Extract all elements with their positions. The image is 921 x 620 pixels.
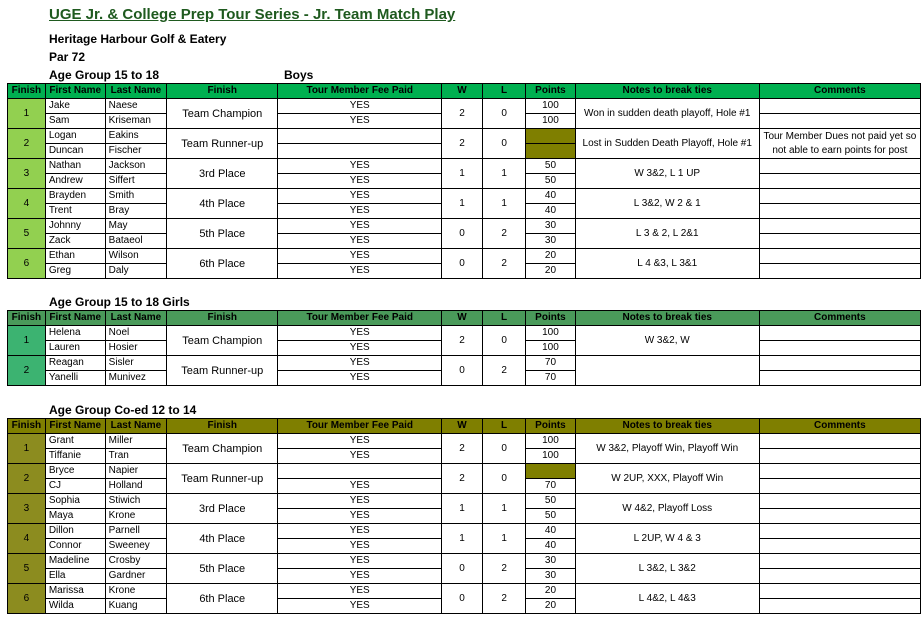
fee-paid: YES: [278, 599, 442, 614]
wins: 1: [442, 524, 483, 554]
finish-result: Team Runner-up: [167, 129, 278, 159]
first-name: Logan: [45, 129, 105, 144]
first-name: Ella: [45, 569, 105, 584]
column-header: Notes to break ties: [575, 311, 759, 326]
last-name: Kuang: [105, 599, 167, 614]
points: 70: [526, 371, 576, 386]
fee-paid: YES: [278, 371, 442, 386]
last-name: Smith: [105, 189, 167, 204]
first-name: Trent: [45, 204, 105, 219]
fee-paid: YES: [278, 584, 442, 599]
points: [526, 464, 576, 479]
tie-break-notes: Lost in Sudden Death Playoff, Hole #1: [575, 129, 759, 159]
comment: [759, 356, 920, 371]
first-name: Helena: [45, 326, 105, 341]
first-name: Tiffanie: [45, 449, 105, 464]
table-header-row: [8, 419, 921, 434]
wins: 1: [442, 159, 483, 189]
table-row: [8, 159, 921, 174]
first-name: Bryce: [45, 464, 105, 479]
last-name: Stiwich: [105, 494, 167, 509]
first-name: Connor: [45, 539, 105, 554]
first-name: Madeline: [45, 554, 105, 569]
par-label: Par 72: [49, 50, 86, 64]
last-name: Holland: [105, 479, 167, 494]
fee-paid: YES: [278, 326, 442, 341]
table-row: [8, 584, 921, 599]
points: 20: [526, 599, 576, 614]
wins: 2: [442, 434, 483, 464]
column-header: Finish: [167, 419, 278, 434]
finish-rank: 5: [8, 554, 46, 584]
column-header: First Name: [45, 419, 105, 434]
last-name: Jackson: [105, 159, 167, 174]
first-name: Nathan: [45, 159, 105, 174]
column-header: Finish: [167, 311, 278, 326]
wins: 0: [442, 584, 483, 614]
first-name: Sophia: [45, 494, 105, 509]
finish-rank: 1: [8, 434, 46, 464]
age-group-label: [49, 403, 196, 417]
finish-result: 3rd Place: [167, 159, 278, 189]
table-row: [8, 524, 921, 539]
last-name: Napier: [105, 464, 167, 479]
page-title: UGE Jr. & College Prep Tour Series - Jr. Team Match Play: [49, 6, 456, 23]
column-header: Comments: [759, 311, 920, 326]
fee-paid: YES: [278, 204, 442, 219]
comment: [759, 584, 920, 599]
first-name: Jake: [45, 99, 105, 114]
points: 20: [526, 584, 576, 599]
column-header: Comments: [759, 419, 920, 434]
comment: [759, 326, 920, 341]
tie-break-notes: L 3 & 2, L 2&1: [575, 219, 759, 249]
last-name: Tran: [105, 449, 167, 464]
first-name: Ethan: [45, 249, 105, 264]
losses: 1: [482, 494, 525, 524]
wins: 0: [442, 554, 483, 584]
comment: [759, 539, 920, 554]
finish-rank: 3: [8, 159, 46, 189]
column-header: Points: [526, 419, 576, 434]
table-row: [8, 189, 921, 204]
column-header: First Name: [45, 84, 105, 99]
column-header: Finish: [8, 311, 46, 326]
tie-break-notes: L 3&2, W 2 & 1: [575, 189, 759, 219]
fee-paid: YES: [278, 494, 442, 509]
wins: 0: [442, 356, 483, 386]
finish-rank: 5: [8, 219, 46, 249]
fee-paid: YES: [278, 189, 442, 204]
division-label: Boys: [284, 68, 314, 82]
table-row: [8, 554, 921, 569]
column-header: W: [442, 311, 483, 326]
comment: [759, 599, 920, 614]
finish-rank: 2: [8, 464, 46, 494]
fee-paid: YES: [278, 264, 442, 279]
last-name: Naese: [105, 99, 167, 114]
comment: [759, 204, 920, 219]
column-header: Last Name: [105, 84, 167, 99]
last-name: Daly: [105, 264, 167, 279]
comment: [759, 189, 920, 204]
last-name: Kriseman: [105, 114, 167, 129]
tie-break-notes: W 3&2, Playoff Win, Playoff Win: [575, 434, 759, 464]
table-row: [8, 356, 921, 371]
wins: 0: [442, 249, 483, 279]
losses: 1: [482, 189, 525, 219]
tie-break-notes: W 2UP, XXX, Playoff Win: [575, 464, 759, 494]
column-header: L: [482, 311, 525, 326]
fee-paid: YES: [278, 249, 442, 264]
losses: 0: [482, 464, 525, 494]
column-header: L: [482, 419, 525, 434]
column-header: Notes to break ties: [575, 419, 759, 434]
fee-paid: YES: [278, 341, 442, 356]
fee-paid: YES: [278, 219, 442, 234]
venue-name: Heritage Harbour Golf & Eatery: [49, 32, 227, 46]
fee-paid: YES: [278, 479, 442, 494]
losses: 0: [482, 99, 525, 129]
wins: 1: [442, 494, 483, 524]
age-group-label: [49, 68, 314, 82]
table-row: [8, 464, 921, 479]
column-header: Tour Member Fee Paid: [278, 311, 442, 326]
last-name: Krone: [105, 509, 167, 524]
last-name: Krone: [105, 584, 167, 599]
fee-paid: YES: [278, 174, 442, 189]
comment: [759, 99, 920, 114]
tie-break-notes: L 4 &3, L 3&1: [575, 249, 759, 279]
comment: [759, 509, 920, 524]
finish-result: Team Runner-up: [167, 356, 278, 386]
fee-paid: YES: [278, 234, 442, 249]
wins: 2: [442, 129, 483, 159]
points: [526, 144, 576, 159]
fee-paid: [278, 144, 442, 159]
column-header: Finish: [8, 419, 46, 434]
comment: [759, 219, 920, 234]
points: 20: [526, 264, 576, 279]
first-name: Reagan: [45, 356, 105, 371]
fee-paid: [278, 464, 442, 479]
age-group-title: Age Group Co-ed 12 to 14: [49, 403, 197, 417]
finish-result: 6th Place: [167, 249, 278, 279]
finish-result: 4th Place: [167, 524, 278, 554]
column-header: L: [482, 84, 525, 99]
last-name: Siffert: [105, 174, 167, 189]
wins: 2: [442, 326, 483, 356]
age-group-title: Age Group 15 to 18: [49, 68, 160, 82]
column-header: Finish: [8, 84, 46, 99]
last-name: Eakins: [105, 129, 167, 144]
first-name: CJ: [45, 479, 105, 494]
fee-paid: YES: [278, 434, 442, 449]
column-header: Tour Member Fee Paid: [278, 419, 442, 434]
wins: 1: [442, 189, 483, 219]
tie-break-notes: [575, 356, 759, 386]
comment: [759, 464, 920, 479]
comment: Tour Member Dues not paid yet so not able to earn points for post: [759, 129, 920, 159]
fee-paid: [278, 129, 442, 144]
finish-rank: 2: [8, 356, 46, 386]
losses: 2: [482, 219, 525, 249]
finish-rank: 1: [8, 326, 46, 356]
points: 20: [526, 249, 576, 264]
losses: 0: [482, 326, 525, 356]
finish-rank: 3: [8, 494, 46, 524]
points: 100: [526, 434, 576, 449]
finish-rank: 4: [8, 524, 46, 554]
finish-rank: 2: [8, 129, 46, 159]
fee-paid: YES: [278, 524, 442, 539]
comment: [759, 174, 920, 189]
points: 50: [526, 174, 576, 189]
first-name: Grant: [45, 434, 105, 449]
last-name: Parnell: [105, 524, 167, 539]
comment: [759, 264, 920, 279]
finish-rank: 6: [8, 249, 46, 279]
points: 30: [526, 219, 576, 234]
table-row: [8, 219, 921, 234]
first-name: Andrew: [45, 174, 105, 189]
comment: [759, 449, 920, 464]
column-header: Finish: [167, 84, 278, 99]
column-header: W: [442, 84, 483, 99]
points: 100: [526, 114, 576, 129]
losses: 1: [482, 524, 525, 554]
losses: 0: [482, 434, 525, 464]
finish-rank: 6: [8, 584, 46, 614]
points: 40: [526, 539, 576, 554]
points: 30: [526, 554, 576, 569]
finish-result: 6th Place: [167, 584, 278, 614]
table-row: [8, 434, 921, 449]
fee-paid: YES: [278, 449, 442, 464]
last-name: Gardner: [105, 569, 167, 584]
points: 50: [526, 494, 576, 509]
last-name: Wilson: [105, 249, 167, 264]
tie-break-notes: L 4&2, L 4&3: [575, 584, 759, 614]
fee-paid: YES: [278, 99, 442, 114]
first-name: Marissa: [45, 584, 105, 599]
points: [526, 129, 576, 144]
finish-result: 5th Place: [167, 219, 278, 249]
losses: 2: [482, 584, 525, 614]
points: 100: [526, 326, 576, 341]
fee-paid: YES: [278, 539, 442, 554]
column-header: Last Name: [105, 311, 167, 326]
comment: [759, 479, 920, 494]
losses: 1: [482, 159, 525, 189]
last-name: Hosier: [105, 341, 167, 356]
comment: [759, 341, 920, 356]
tie-break-notes: W 4&2, Playoff Loss: [575, 494, 759, 524]
points: 100: [526, 449, 576, 464]
column-header: First Name: [45, 311, 105, 326]
points: 40: [526, 524, 576, 539]
first-name: Sam: [45, 114, 105, 129]
results-table: [7, 83, 921, 279]
finish-result: Team Champion: [167, 326, 278, 356]
comment: [759, 524, 920, 539]
table-header-row: [8, 84, 921, 99]
points: 70: [526, 479, 576, 494]
comment: [759, 554, 920, 569]
table-row: [8, 129, 921, 144]
table-row: [8, 494, 921, 509]
comment: [759, 159, 920, 174]
tie-break-notes: L 2UP, W 4 & 3: [575, 524, 759, 554]
last-name: May: [105, 219, 167, 234]
tie-break-notes: W 3&2, W: [575, 326, 759, 356]
wins: 2: [442, 464, 483, 494]
fee-paid: YES: [278, 159, 442, 174]
comment: [759, 434, 920, 449]
table-row: [8, 326, 921, 341]
first-name: Johnny: [45, 219, 105, 234]
finish-result: Team Runner-up: [167, 464, 278, 494]
points: 50: [526, 509, 576, 524]
wins: 0: [442, 219, 483, 249]
losses: 2: [482, 554, 525, 584]
first-name: Dillon: [45, 524, 105, 539]
first-name: Greg: [45, 264, 105, 279]
last-name: Sisler: [105, 356, 167, 371]
age-group-label: [49, 295, 190, 309]
fee-paid: YES: [278, 569, 442, 584]
column-header: Last Name: [105, 419, 167, 434]
column-header: Comments: [759, 84, 920, 99]
points: 100: [526, 99, 576, 114]
comment: [759, 371, 920, 386]
column-header: W: [442, 419, 483, 434]
wins: 2: [442, 99, 483, 129]
results-table: [7, 418, 921, 614]
first-name: Yanelli: [45, 371, 105, 386]
finish-result: Team Champion: [167, 434, 278, 464]
points: 40: [526, 204, 576, 219]
losses: 2: [482, 249, 525, 279]
losses: 2: [482, 356, 525, 386]
finish-result: 3rd Place: [167, 494, 278, 524]
points: 40: [526, 189, 576, 204]
first-name: Zack: [45, 234, 105, 249]
comment: [759, 494, 920, 509]
last-name: Bataeol: [105, 234, 167, 249]
last-name: Munivez: [105, 371, 167, 386]
fee-paid: YES: [278, 114, 442, 129]
points: 50: [526, 159, 576, 174]
column-header: Points: [526, 311, 576, 326]
first-name: Duncan: [45, 144, 105, 159]
last-name: Crosby: [105, 554, 167, 569]
column-header: Tour Member Fee Paid: [278, 84, 442, 99]
finish-rank: 4: [8, 189, 46, 219]
last-name: Noel: [105, 326, 167, 341]
age-group-title: Age Group 15 to 18 Girls: [49, 295, 190, 309]
finish-rank: 1: [8, 99, 46, 129]
tie-break-notes: Won in sudden death playoff, Hole #1: [575, 99, 759, 129]
points: 70: [526, 356, 576, 371]
column-header: Notes to break ties: [575, 84, 759, 99]
tie-break-notes: W 3&2, L 1 UP: [575, 159, 759, 189]
points: 100: [526, 341, 576, 356]
results-table: [7, 310, 921, 386]
comment: [759, 249, 920, 264]
fee-paid: YES: [278, 554, 442, 569]
last-name: Miller: [105, 434, 167, 449]
table-header-row: [8, 311, 921, 326]
first-name: Wilda: [45, 599, 105, 614]
finish-result: 4th Place: [167, 189, 278, 219]
table-row: [8, 99, 921, 114]
fee-paid: YES: [278, 356, 442, 371]
finish-result: 5th Place: [167, 554, 278, 584]
last-name: Bray: [105, 204, 167, 219]
first-name: Maya: [45, 509, 105, 524]
comment: [759, 569, 920, 584]
points: 30: [526, 234, 576, 249]
tie-break-notes: L 3&2, L 3&2: [575, 554, 759, 584]
losses: 0: [482, 129, 525, 159]
fee-paid: YES: [278, 509, 442, 524]
table-row: [8, 249, 921, 264]
last-name: Fischer: [105, 144, 167, 159]
first-name: Brayden: [45, 189, 105, 204]
last-name: Sweeney: [105, 539, 167, 554]
comment: [759, 234, 920, 249]
first-name: Lauren: [45, 341, 105, 356]
points: 30: [526, 569, 576, 584]
column-header: Points: [526, 84, 576, 99]
finish-result: Team Champion: [167, 99, 278, 129]
comment: [759, 114, 920, 129]
